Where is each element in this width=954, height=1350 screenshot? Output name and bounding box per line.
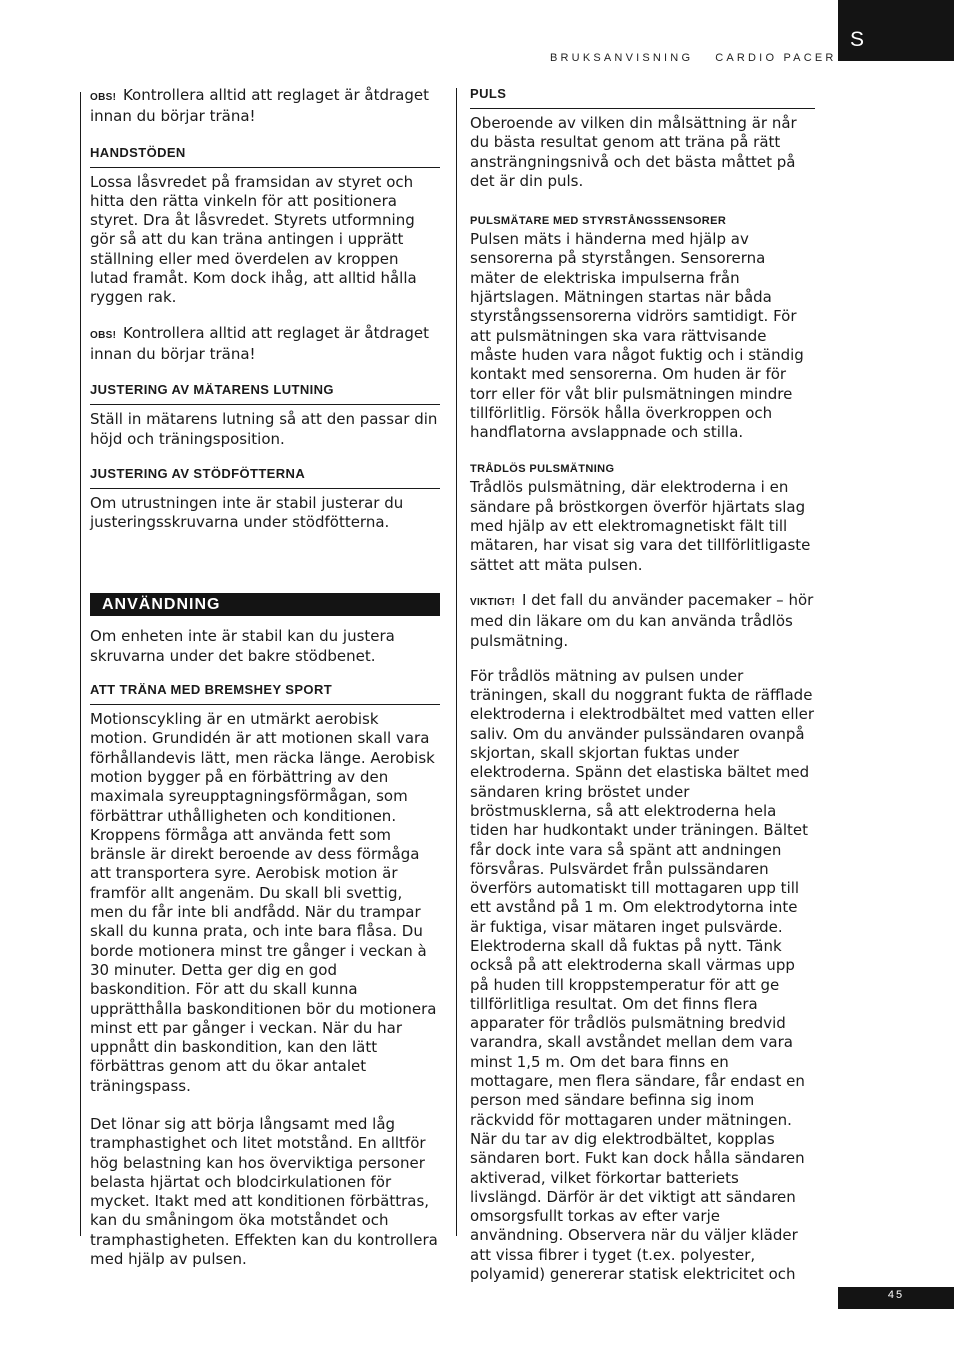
viktigt-label: VIKTIGT! (470, 596, 516, 608)
section-text: Lossa låsvredet på framsidan av styret och hitta den rätta vinkeln för att positionera styret. Dra åt låsvredet. Styrets utformning gör så att du kan träna antingen i upprätt ställning eller med överdelen av kroppen lutad framåt. Kom dock ihåg, att alltid hålla ryggen rak. (90, 172, 417, 307)
section-handstoden (90, 145, 440, 308)
obs-note-2 (90, 324, 440, 365)
section-text: Om enheten inte är stabil kan du justera skruvarna under det bakre stödbenet. (90, 627, 395, 665)
section-heading: JUSTERING AV STÖDFÖTTERNA (90, 466, 440, 489)
left-column (90, 86, 440, 1269)
section-pulsmatare (470, 214, 815, 442)
section-heading: PULS (470, 86, 815, 109)
language-code: S (850, 28, 865, 51)
subsection-heading: PULSMÄTARE MED STYRSTÅNGSSENSORER (470, 215, 727, 228)
obs-label: OBS! (90, 92, 117, 103)
section-text: Pulsen mäts i händerna med hjälp av sensorerna på styrstången. Sensorerna mäter de elektriska impulserna från hjärtslagen. Mätningen startas när båda styrstångssensorerna vidrörs samtidigt. För att pulsmätningen ska vara rättvisande måste huden vara något fuktig och i ständig kontakt med sensorerna. Om huden är för torr eller för våt blir pulsmätningen mindre tillförlitlig. Försök hålla överkroppen och handflatorna avslappnade och stilla. (470, 230, 804, 442)
left-column-rule (80, 92, 81, 1236)
section-stodfotterna (90, 466, 440, 533)
section-heading: JUSTERING AV MÄTARENS LUTNING (90, 382, 440, 405)
section-heading: ATT TRÄNA MED BREMSHEY SPORT (90, 682, 440, 705)
section-tradlos (470, 462, 815, 574)
running-header (550, 50, 837, 66)
section-text: Ställ in mätarens lutning så att den passar din höjd och träningsposition. (90, 410, 438, 448)
obs-text: Kontrollera alltid att reglaget är åtdraget innan du börjar träna! (90, 323, 429, 363)
subsection-heading: TRÅDLÖS PULSMÄTNING (470, 463, 615, 476)
section-text: Om utrustningen inte är stabil justerar du justeringsskruvarna under stödfötterna. (90, 493, 404, 532)
right-column (470, 86, 815, 1284)
section-anvandning (90, 593, 440, 666)
page-number: 45 (838, 1287, 954, 1309)
language-tab (838, 0, 954, 61)
obs-label: OBS! (90, 329, 117, 341)
section-text: Motionscykling är en utmärkt aerobisk motion. Grundidén är att motionen skall vara förhållandevis lätt, men räcka länge. Aerobisk motion bygger på en förbättring av den maximala syreupptagningsförmågan, som förbättrar uthålligheten och konditionen. Kroppens förmåga att använda fett som bränsle är direkt beroende av dess förmåga att transportera syre. Aerobisk motion är framför allt angenäm. Du skall bli svettig, men du får inte bli andfådd. När du trampar skall du kunna prata, och inte bara flåsa. Du borde motionera minst tre gånger i veckan à 30 minuter. Detta ger dig en god baskondition. För att du skall kunna upprätthålla baskonditionen bör du motionera minst ett par gånger i veckan. När du har uppnått din baskondition, kan den lätt förbättras genom att du ökar antalet träningspass. (90, 710, 437, 1095)
header-manual-label: BRUKSANVISNING (550, 52, 694, 64)
chapter-heading: ANVÄNDNING (90, 593, 440, 616)
section-puls (470, 86, 815, 191)
section-matarens-lutning (90, 382, 440, 449)
wireless-instructions-text: För trådlös mätning av pulsen under träningen, skall du noggrant fukta de räfflade elektroderna i elektrodbältet med vatten eller saliv. Om du använder pulssändaren ovanpå skjortan, skall skjortan fuktas under elektroderna. Spänn det elastiska bältet med sändaren kring bröstet under bröstmusklerna, så att elektroderna hela tiden har hudkontakt under träningen. Bältet får dock inte vara så spänt att andningen försvåras. Pulsvärdet från pulssändaren överförs automatiskt till mottagaren upp till ett avstånd på 1 m. Om elektrodytorna inte är fuktiga, visar mätaren inget pulsvärde. Elektroderna skall då fuktas på nytt. Tänk också på att elektroderna skall värmas upp på huden till kroppstemperatur för att ge tillförlitliga resultat. Om det finns flera apparater för trådlös pulsmätning bredvid varandra, skall avståndet mellan dem vara minst 1,5 m. Om det bara finns en mottagare, men flera sändare, får endast en person med sändare befinna sig inom räckvidd för mottagaren under mätningen. När du tar av dig elektrodbältet, kopplas sändaren bort. Fukt kan dock hålla sändaren aktiverad, vilket förkortar batteriets livslängd. Därför är det viktigt att sändaren omsorgsfullt torkas av efter varje användning. Observera när du väljer kläder att vissa fibrer i tyget (t.ex. polyester, polyamid) genererar statisk elektricitet och (470, 666, 815, 1284)
viktigt-text: I det fall du använder pacemaker – hör med din läkare om du kan använda trådlös pulsmätning. (470, 590, 814, 650)
viktigt-note (470, 591, 815, 651)
obs-note-1 (90, 86, 440, 127)
header-product-label: CARDIO PACER (715, 52, 837, 64)
center-column-rule (456, 88, 457, 1236)
section-text: Det lönar sig att börja långsamt med låg tramphastighet och litet motstånd. En alltför hög belastning kan hos överviktiga personer belasta hjärtat och blodcirkulationen för mycket. Itakt med att konditionen förbättras, kan du småningom öka motståndet och tramphastigheten. Effekten kan du kontrollera med hjälp av pulsen. (90, 1114, 438, 1269)
section-bremshey-sport (90, 682, 440, 1269)
obs-text: Kontrollera alltid att reglaget är åtdraget innan du börjar träna! (90, 86, 429, 126)
section-text: Trådlös pulsmätning, där elektroderna i en sändare på bröstkorgen överför hjärtats slag med hjälp av ett elektromagnetiskt fält till mätaren, har visat sig vara det tillförlitligaste sättet att mäta pulsen. (470, 478, 811, 574)
section-text: Oberoende av vilken din målsättning är når du bästa resultat genom att träna på rätt ansträngningsnivå och det bästa måttet på det är din puls. (470, 114, 797, 190)
section-heading: HANDSTÖDEN (90, 145, 440, 168)
